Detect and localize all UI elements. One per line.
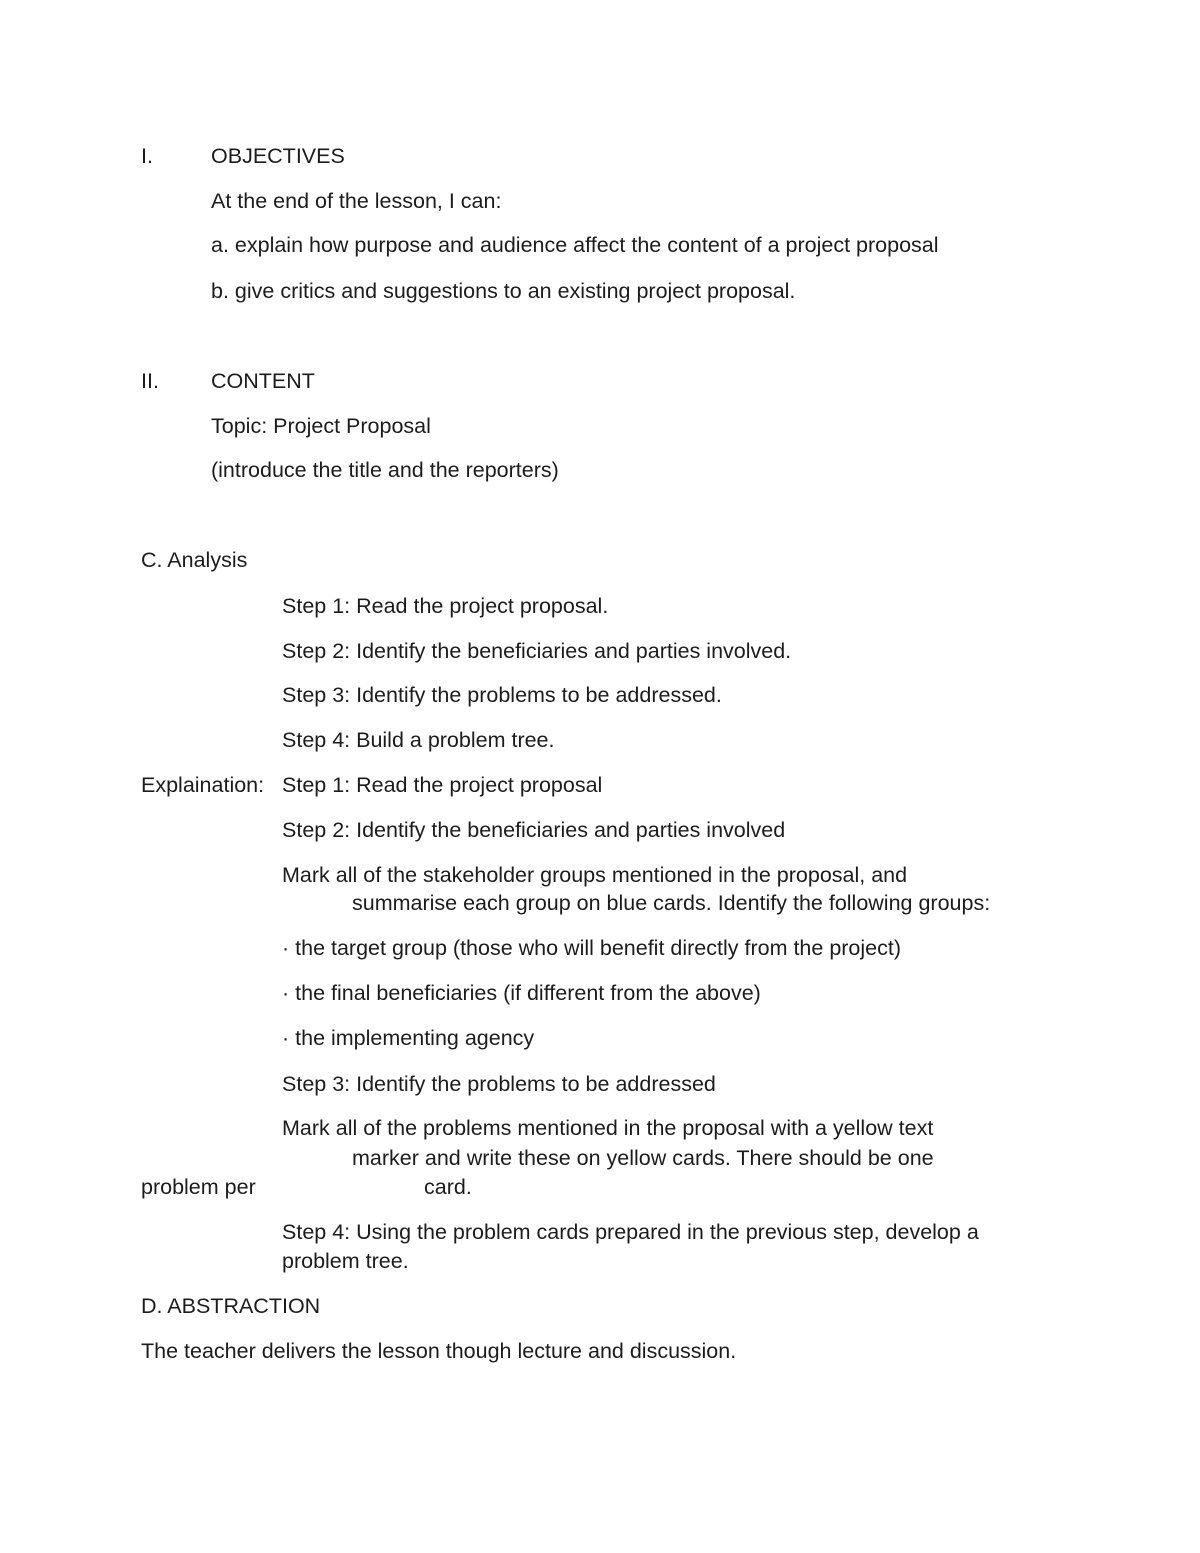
- explanation-step-3: Step 3: Identify the problems to be addressed: [282, 1072, 716, 1096]
- section-numeral-content: II.: [141, 369, 159, 393]
- section-heading-abstraction: D. ABSTRACTION: [141, 1294, 321, 1318]
- analysis-step-3: Step 3: Identify the problems to be addressed.: [282, 683, 722, 707]
- analysis-step-4: Step 4: Build a problem tree.: [282, 728, 555, 752]
- explanation-step-2: Step 2: Identify the beneficiaries and parties involved: [282, 818, 786, 842]
- explanation-step-1: Step 1: Read the project proposal: [282, 773, 603, 797]
- group-item-implementing-agency: · the implementing agency: [282, 1026, 535, 1050]
- explanation-step-2-text-line-1: Mark all of the stakeholder groups mentioned in the proposal, and: [282, 863, 908, 887]
- abstraction-text: The teacher delivers the lesson though lecture and discussion.: [141, 1339, 737, 1363]
- objective-item-a: a. explain how purpose and audience affect the content of a project proposal: [211, 233, 939, 257]
- objective-item-b: b. give critics and suggestions to an existing project proposal.: [211, 279, 796, 303]
- content-topic: Topic: Project Proposal: [211, 414, 431, 438]
- explanation-step-2-text-line-2: summarise each group on blue cards. Identify the following groups:: [352, 891, 991, 915]
- objectives-intro: At the end of the lesson, I can:: [211, 189, 502, 213]
- analysis-step-2: Step 2: Identify the beneficiaries and parties involved.: [282, 639, 792, 663]
- group-item-target: · the target group (those who will benefit directly from the project): [282, 936, 902, 960]
- explanation-step-3-text-line-3b: card.: [424, 1175, 472, 1199]
- explanation-label: Explaination:: [141, 773, 265, 797]
- analysis-step-1: Step 1: Read the project proposal.: [282, 594, 609, 618]
- section-heading-analysis: C. Analysis: [141, 548, 248, 572]
- explanation-step-4-line-1: Step 4: Using the problem cards prepared in the previous step, develop a: [282, 1220, 979, 1244]
- explanation-step-3-text-line-2: marker and write these on yellow cards. There should be one: [352, 1146, 934, 1170]
- section-numeral-objectives: I.: [141, 144, 153, 168]
- group-item-final-beneficiaries: · the final beneficiaries (if different from the above): [282, 981, 761, 1005]
- explanation-step-4-line-2: problem tree.: [282, 1249, 409, 1273]
- explanation-step-3-text-line-3a: problem per: [141, 1175, 256, 1199]
- explanation-step-3-text-line-1: Mark all of the problems mentioned in the proposal with a yellow text: [282, 1116, 934, 1140]
- content-note: (introduce the title and the reporters): [211, 458, 559, 482]
- section-heading-objectives: OBJECTIVES: [211, 144, 345, 168]
- section-heading-content: CONTENT: [211, 369, 315, 393]
